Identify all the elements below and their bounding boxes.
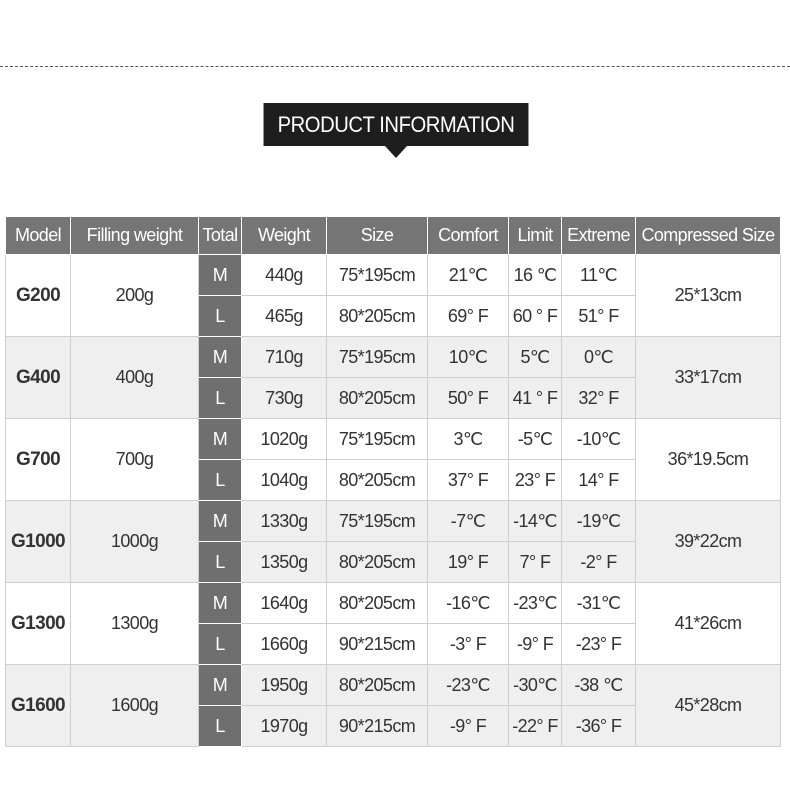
table-row <box>6 337 781 378</box>
size-cell: 75*195cm <box>327 501 428 542</box>
size-cell: 75*195cm <box>327 419 428 460</box>
filling-weight-cell: 200g <box>71 255 199 337</box>
extreme-cell: -23° F <box>562 624 636 665</box>
compressed-size-cell: 36*19.5cm <box>636 419 781 501</box>
header-model: Model <box>6 217 71 255</box>
dashed-divider <box>0 66 790 67</box>
size-cell: 80*205cm <box>327 378 428 419</box>
table-row <box>6 255 781 296</box>
size-label-cell: M <box>199 501 242 542</box>
size-label-cell: L <box>199 624 242 665</box>
model-cell: G200 <box>6 255 71 337</box>
extreme-cell: 14° F <box>562 460 636 501</box>
size-label-cell: M <box>199 583 242 624</box>
banner-pointer-arrow <box>385 146 407 158</box>
size-label-cell: L <box>199 706 242 747</box>
size-label-cell: L <box>199 460 242 501</box>
weight-cell: 1350g <box>242 542 327 583</box>
filling-weight-cell: 400g <box>71 337 199 419</box>
compressed-size-cell: 45*28cm <box>636 665 781 747</box>
compressed-size-cell: 39*22cm <box>636 501 781 583</box>
limit-cell: 7° F <box>509 542 562 583</box>
extreme-cell: -19℃ <box>562 501 636 542</box>
model-cell: G1600 <box>6 665 71 747</box>
filling-weight-cell: 700g <box>71 419 199 501</box>
comfort-cell: 21℃ <box>428 255 509 296</box>
weight-cell: 730g <box>242 378 327 419</box>
limit-cell: 41 ° F <box>509 378 562 419</box>
weight-cell: 1330g <box>242 501 327 542</box>
weight-cell: 440g <box>242 255 327 296</box>
size-cell: 80*205cm <box>327 665 428 706</box>
filling-weight-cell: 1300g <box>71 583 199 665</box>
extreme-cell: -2° F <box>562 542 636 583</box>
header-filling-weight: Filling weight <box>71 217 199 255</box>
extreme-cell: 51° F <box>562 296 636 337</box>
comfort-cell: -16℃ <box>428 583 509 624</box>
section-title-banner <box>264 103 529 146</box>
extreme-cell: 32° F <box>562 378 636 419</box>
limit-cell: -23℃ <box>509 583 562 624</box>
size-cell: 80*205cm <box>327 542 428 583</box>
model-cell: G1300 <box>6 583 71 665</box>
size-label-cell: L <box>199 296 242 337</box>
limit-cell: -22° F <box>509 706 562 747</box>
size-cell: 80*205cm <box>327 583 428 624</box>
extreme-cell: -10℃ <box>562 419 636 460</box>
weight-cell: 1950g <box>242 665 327 706</box>
size-label-cell: M <box>199 665 242 706</box>
comfort-cell: 3℃ <box>428 419 509 460</box>
comfort-cell: 10℃ <box>428 337 509 378</box>
size-label-cell: L <box>199 542 242 583</box>
weight-cell: 1040g <box>242 460 327 501</box>
weight-cell: 1020g <box>242 419 327 460</box>
comfort-cell: -23℃ <box>428 665 509 706</box>
table-row <box>6 419 781 460</box>
table-row <box>6 501 781 542</box>
limit-cell: 23° F <box>509 460 562 501</box>
size-label-cell: M <box>199 419 242 460</box>
limit-cell: -30℃ <box>509 665 562 706</box>
limit-cell: 60 ° F <box>509 296 562 337</box>
size-label-cell: M <box>199 337 242 378</box>
weight-cell: 465g <box>242 296 327 337</box>
size-cell: 75*195cm <box>327 337 428 378</box>
model-cell: G700 <box>6 419 71 501</box>
weight-cell: 1970g <box>242 706 327 747</box>
header-comfort: Comfort <box>428 217 509 255</box>
comfort-cell: -3° F <box>428 624 509 665</box>
product-spec-table <box>5 216 781 747</box>
size-label-cell: L <box>199 378 242 419</box>
comfort-cell: -9° F <box>428 706 509 747</box>
weight-cell: 710g <box>242 337 327 378</box>
model-cell: G1000 <box>6 501 71 583</box>
filling-weight-cell: 1000g <box>71 501 199 583</box>
limit-cell: 16 ℃ <box>509 255 562 296</box>
header-compressed-size: Compressed Size <box>636 217 781 255</box>
weight-cell: 1640g <box>242 583 327 624</box>
comfort-cell: -7℃ <box>428 501 509 542</box>
header-size: Size <box>327 217 428 255</box>
table-header-row <box>6 217 781 255</box>
section-title: PRODUCT INFORMATION <box>277 111 515 137</box>
table-row <box>6 665 781 706</box>
extreme-cell: 11℃ <box>562 255 636 296</box>
filling-weight-cell: 1600g <box>71 665 199 747</box>
limit-cell: -5℃ <box>509 419 562 460</box>
limit-cell: -9° F <box>509 624 562 665</box>
header-extreme: Extreme <box>562 217 636 255</box>
size-cell: 80*205cm <box>327 460 428 501</box>
header-total: Total <box>199 217 242 255</box>
comfort-cell: 37° F <box>428 460 509 501</box>
size-cell: 80*205cm <box>327 296 428 337</box>
size-cell: 75*195cm <box>327 255 428 296</box>
size-cell: 90*215cm <box>327 706 428 747</box>
weight-cell: 1660g <box>242 624 327 665</box>
header-weight: Weight <box>242 217 327 255</box>
size-label-cell: M <box>199 255 242 296</box>
extreme-cell: -38 ℃ <box>562 665 636 706</box>
compressed-size-cell: 25*13cm <box>636 255 781 337</box>
model-cell: G400 <box>6 337 71 419</box>
limit-cell: 5℃ <box>509 337 562 378</box>
comfort-cell: 19° F <box>428 542 509 583</box>
comfort-cell: 50° F <box>428 378 509 419</box>
limit-cell: -14℃ <box>509 501 562 542</box>
extreme-cell: -31℃ <box>562 583 636 624</box>
table-row <box>6 583 781 624</box>
size-cell: 90*215cm <box>327 624 428 665</box>
comfort-cell: 69° F <box>428 296 509 337</box>
compressed-size-cell: 33*17cm <box>636 337 781 419</box>
compressed-size-cell: 41*26cm <box>636 583 781 665</box>
extreme-cell: 0℃ <box>562 337 636 378</box>
header-limit: Limit <box>509 217 562 255</box>
extreme-cell: -36° F <box>562 706 636 747</box>
